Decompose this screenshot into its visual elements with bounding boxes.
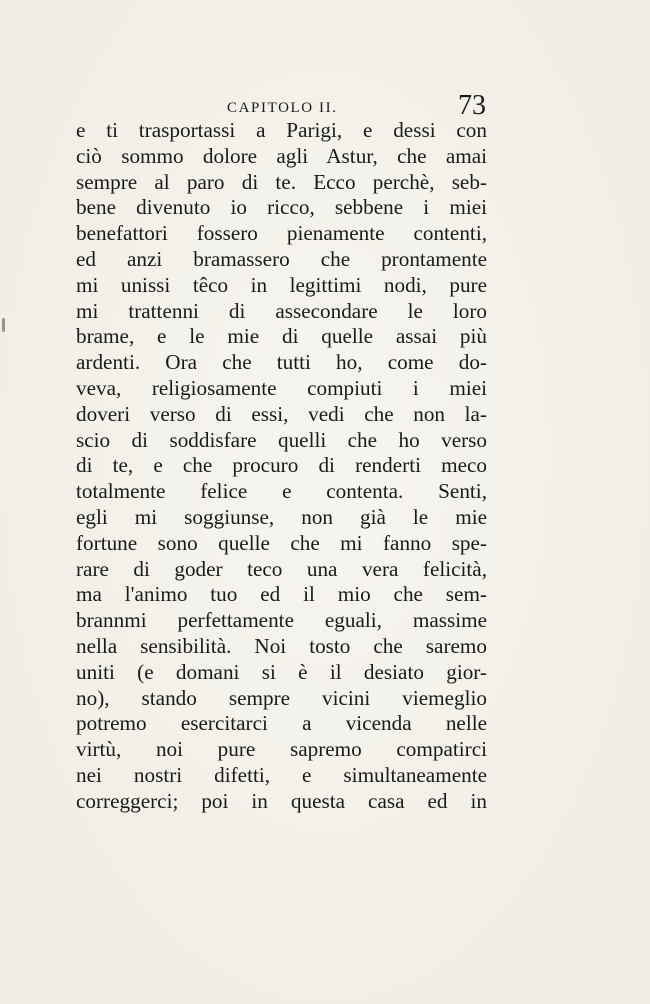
text-line: correggerci; poi in questa casa ed in xyxy=(76,788,487,813)
text-line: rare di goder teco una vera felicità, xyxy=(76,556,487,581)
text-line: di te, e che procuro di renderti meco xyxy=(76,453,487,478)
text-line: virtù, noi pure sapremo compatirci xyxy=(76,737,487,762)
text-line: sempre al paro di te. Ecco perchè, seb- xyxy=(76,169,487,194)
text-line: fortune sono quelle che mi fanno spe- xyxy=(76,530,487,555)
text-line: doveri verso di essi, vedi che non la- xyxy=(76,401,487,426)
body-text xyxy=(76,118,487,815)
text-line: egli mi soggiunse, non già le mie xyxy=(76,504,487,529)
text-line: brannmi perfettamente eguali, massime xyxy=(76,608,487,633)
text-line: no), stando sempre vicini viemeglio xyxy=(76,685,487,710)
text-line: potremo esercitarci a vicenda nelle xyxy=(76,711,487,736)
page-number: 73 xyxy=(458,90,486,121)
text-line: nei nostri difetti, e simultaneamente xyxy=(76,762,487,787)
text-line: veva, religiosamente compiuti i miei xyxy=(76,375,487,400)
text-line: ardenti. Ora che tutti ho, come do- xyxy=(76,350,487,375)
text-line: bene divenuto io ricco, sebbene i miei xyxy=(76,195,487,220)
running-head: CAPITOLO II. xyxy=(227,100,338,116)
text-line: mi trattenni di assecondare le loro xyxy=(76,298,487,323)
text-line: benefattori fossero pienamente contenti, xyxy=(76,221,487,246)
text-line: ma l'animo tuo ed il mio che sem- xyxy=(76,582,487,607)
text-line: nella sensibilità. Noi tosto che saremo xyxy=(76,633,487,658)
text-line: brame, e le mie di quelle assai più xyxy=(76,324,487,349)
margin-speck xyxy=(2,318,5,332)
text-line: e ti trasportassi a Parigi, e dessi con xyxy=(76,118,487,142)
text-line: mi unissi têco in legittimi nodi, pure xyxy=(76,272,487,297)
text-line: ciò sommo dolore agli Astur, che amai xyxy=(76,143,487,168)
text-line: totalmente felice e contenta. Senti, xyxy=(76,479,487,504)
text-line: ed anzi bramassero che prontamente xyxy=(76,246,487,271)
text-line: scio di soddisfare quelli che ho verso xyxy=(76,427,487,452)
text-line: uniti (e domani si è il desiato gior- xyxy=(76,659,487,684)
